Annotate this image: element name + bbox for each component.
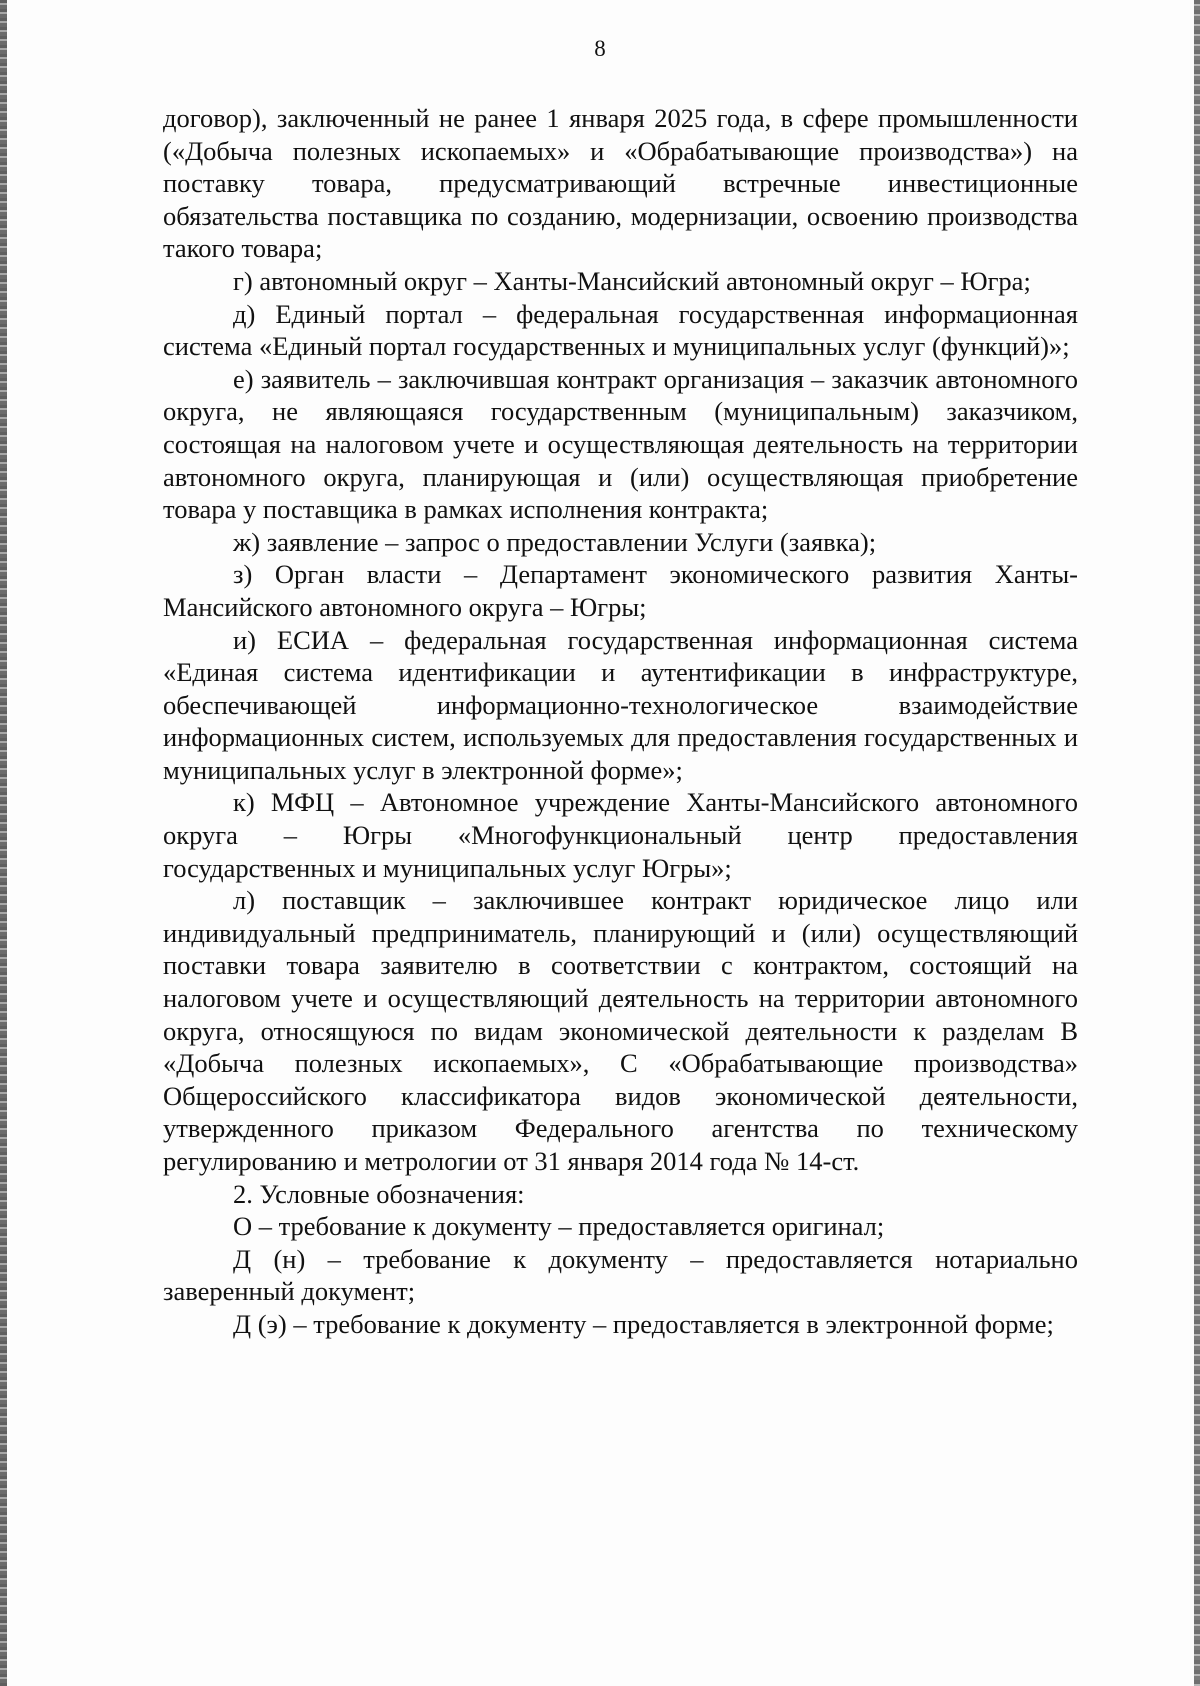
paragraph-contract-definition: договор), заключенный не ранее 1 января 2025 года, в сфере промышленности («Добыча полезных ископаемых» и «Обрабатывающие производства») на поставку товара, предусматривающий встречные инвестиционные обязательства поставщика по созданию, модернизации, освоению производства такого товара; xyxy=(163,103,1078,264)
document-body xyxy=(163,102,1078,1341)
scan-edge-right xyxy=(1194,0,1200,1686)
paragraph-application: ж) заявление – запрос о предоставлении Услуги (заявка); xyxy=(233,526,877,557)
paragraph-applicant: е) заявитель – заключившая контракт организация – заказчик автономного округа, не являющаяся государственным (муниципальным) заказчиком, состоящая на налоговом учете и осуществляющая деятельность на территории автономного округа, планирующая и (или) осуществляющая приобретение товара у поставщика в рамках исполнения контракта; xyxy=(163,363,1078,525)
paragraph-notation-electronic: Д (э) – требование к документу – предоставляется в электронной форме; xyxy=(233,1308,1054,1339)
paragraph-notation-heading: 2. Условные обозначения: xyxy=(233,1178,525,1209)
paragraph-mfc: к) МФЦ – Автономное учреждение Ханты-Мансийского автономного округа – Югры «Многофункциональный центр предоставления государственных и муниципальных услуг Югры»; xyxy=(163,787,1078,883)
paragraph-notation-original: О – требование к документу – предоставляется оригинал; xyxy=(233,1211,885,1242)
paragraph-autonomous-okrug: г) автономный округ – Ханты-Мансийский автономный округ – Югра; xyxy=(233,265,1031,296)
paragraph-notation-notarized: Д (н) – требование к документу – предоставляется нотариально заверенный документ; xyxy=(163,1243,1078,1307)
scan-edge-left xyxy=(0,0,7,1686)
paragraph-esia: и) ЕСИА – федеральная государственная информационная система «Единая система идентификации и аутентификации в инфраструктуре, обеспечивающей информационно-технологическое взаимодействие информационных систем, используемых для предоставления государственных и муниципальных услуг в электронной форме»; xyxy=(163,624,1078,785)
paragraph-unified-portal: д) Единый портал – федеральная государственная информационная система «Единый портал государственных и муниципальных услуг (функций)»; xyxy=(163,298,1078,362)
page-number: 8 xyxy=(594,36,606,61)
paragraph-authority: з) Орган власти – Департамент экономического развития Ханты-Мансийского автономного округа – Югры; xyxy=(163,559,1078,622)
paragraph-supplier: л) поставщик – заключившее контракт юридическое лицо или индивидуальный предприниматель, планирующий и (или) осуществляющий поставки товара заявителю в соответствии с контрактом, состоящий на налоговом учете и осуществляющий деятельность на территории автономного округа, относящуюся по видам экономической деятельности к разделам В «Добыча полезных ископаемых», С «Обрабатывающие производства» Общероссийского классификатора видов экономической деятельности, утвержденного приказом Федерального агентства по техническому регулированию и метрологии от 31 января 2014 года № 14-ст. xyxy=(163,885,1078,1176)
